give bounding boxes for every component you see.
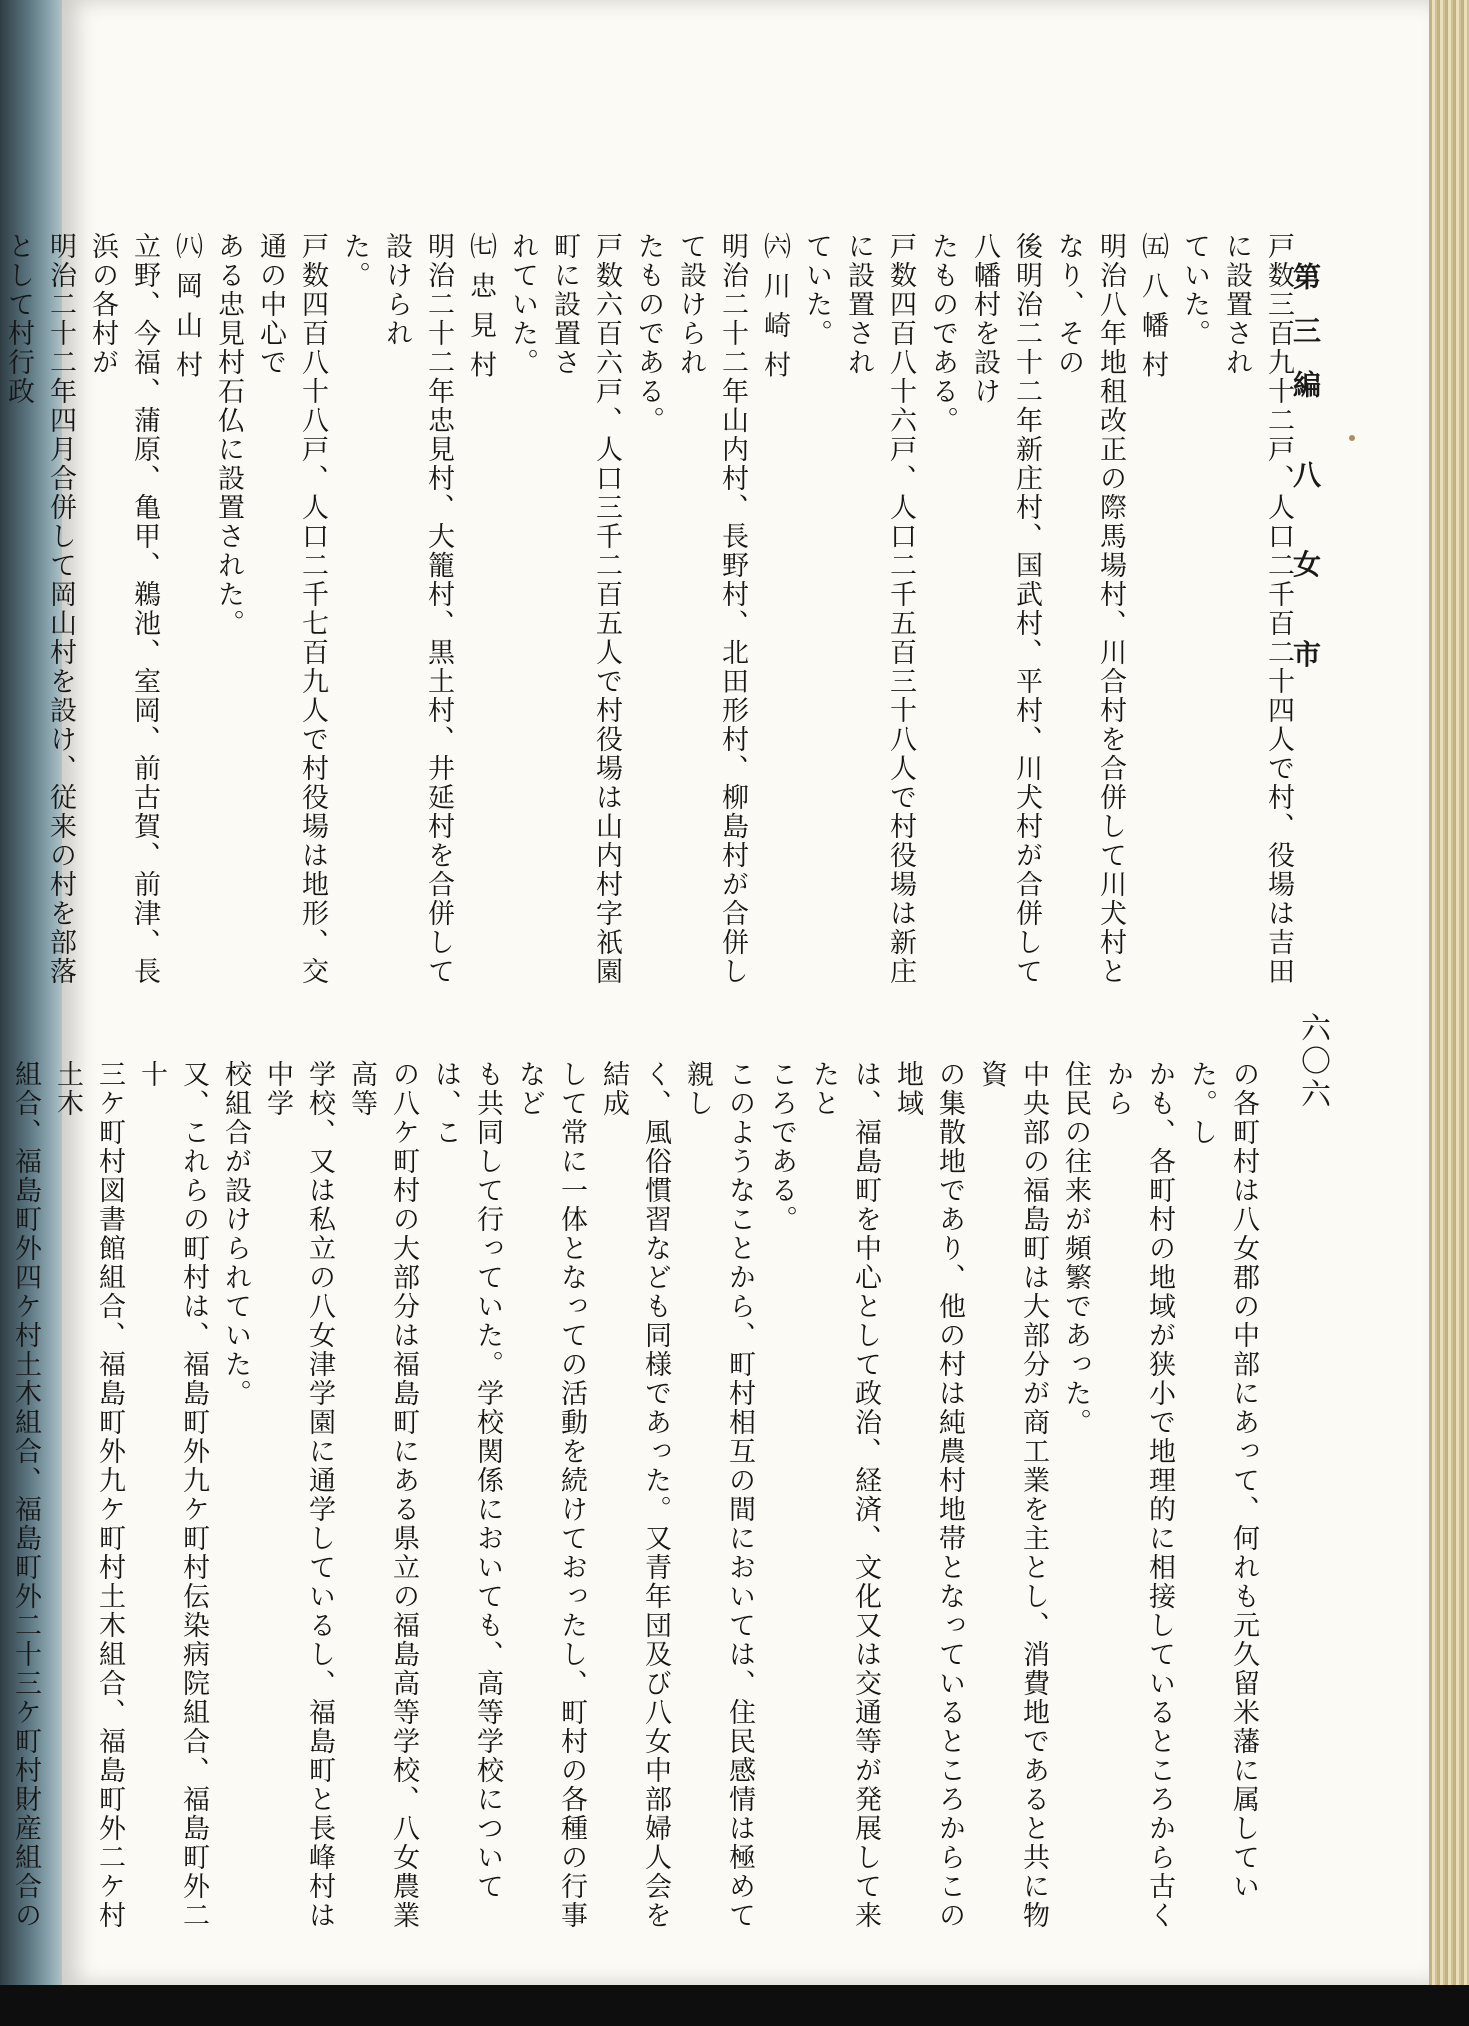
- text-line: たものである。: [927, 232, 958, 435]
- text-line: 明治二十二年四月合併して岡山村を設け、従来の村を部落として村行政: [3, 232, 76, 986]
- text-line: 住民の往来が頻繁であった。: [1060, 1060, 1091, 1437]
- upper-text-block: [0, 232, 1299, 992]
- ink-speck: [1349, 435, 1355, 441]
- text-line: 立野、今福、蒲原、亀甲、鵜池、室岡、前古賀、前津、長浜の各村が: [87, 232, 160, 986]
- bottom-shadow: [0, 1985, 1469, 2026]
- page-edges: [1429, 0, 1469, 1985]
- text-line: ころである。: [766, 1060, 797, 1234]
- text-line: れていた。: [507, 232, 538, 377]
- subsection-heading: ㈧ 岡 山 村: [171, 232, 202, 380]
- text-line: 明治二十二年山内村、長野村、北田形村、柳島村が合併して設けられ: [675, 232, 748, 986]
- text-line: も共同して行っていた。学校関係においても、高等学校については、こ: [430, 1060, 503, 1901]
- subsection-heading: ㈥ 川 崎 村: [759, 232, 790, 380]
- subsection-heading: ㈤ 八 幡 村: [1137, 232, 1168, 380]
- page-number: 六〇六: [1295, 1012, 1330, 1111]
- text-line: ある忠見村石仏に設置された。: [213, 232, 244, 638]
- subsection-heading: ㈦ 忠 見 村: [465, 232, 496, 380]
- text-line: 戸数四百八十八戸、人口二千七百九人で村役場は地形、交通の中心で: [255, 232, 328, 986]
- text-line: の各町村は八女郡の中部にあって、何れも元久留米藩に属していた。し: [1186, 1060, 1259, 1901]
- text-line: の八ケ町村の大部分は福島町にある県立の福島高等学校、八女農業高等: [346, 1060, 419, 1930]
- text-line: このようなことから、町村相互の間においては、住民感情は極めて親し: [682, 1060, 755, 1930]
- text-line: く、風俗慣習なども同様であった。又青年団及び八女中部婦人会を結成: [598, 1060, 671, 1930]
- text-line: 組合、福島町外四ケ村土木組合、福島町外二十三ケ町村財産組合の: [10, 1060, 41, 1930]
- text-line: かも、各町村の地域が狭小で地理的に相接しているところから古くから: [1102, 1060, 1175, 1930]
- text-line: 戸数四百八十六戸、人口二千五百三十八人で村役場は新庄に設置され: [843, 232, 916, 986]
- text-line: 戸数六百六戸、人口三千二百五人で村役場は山内村字祇園町に設置さ: [549, 232, 622, 986]
- text-line: た。: [339, 232, 370, 290]
- text-line: は、福島町を中心として政治、経済、文化又は交通等が発展して来たと: [808, 1060, 881, 1930]
- text-line: たものである。: [633, 232, 664, 435]
- running-header: 第三編 八 女 市: [1289, 262, 1322, 694]
- text-line: 明治八年地租改正の際馬場村、川合村を合併して川犬村となり、その: [1053, 232, 1126, 986]
- text-line: 後明治二十二年新庄村、国武村、平村、川犬村が合併して八幡村を設け: [969, 232, 1042, 986]
- text-line: 校組合が設けられていた。: [220, 1060, 251, 1408]
- text-line: 戸数三百九十二戸、人口二千百二十四人で村、役場は吉田に設置され: [1221, 232, 1294, 986]
- text-line: 学校、又は私立の八女津学園に通学しているし、福島町と長峰村は中学: [262, 1060, 335, 1930]
- text-line: の集散地であり、他の村は純農村地帯となっているところからこの地域: [892, 1060, 965, 1930]
- text-line: 明治二十二年忠見村、大籠村、黒土村、井延村を合併して設けられ: [381, 232, 454, 986]
- text-line: 三ケ町村図書館組合、福島町外九ケ町村土木組合、福島町外二ケ村土木: [52, 1060, 125, 1930]
- lower-text-block: [0, 1060, 1264, 1940]
- text-line: して常に一体となっての活動を続けておったし、町村の各種の行事など: [514, 1060, 587, 1930]
- text-line: 又、これらの町村は、福島町外九ケ町村伝染病院組合、福島町外二十: [136, 1060, 209, 1930]
- text-line: 中央部の福島町は大部分が商工業を主とし、消費地であると共に物資: [976, 1060, 1049, 1930]
- text-line: ていた。: [801, 232, 832, 348]
- text-line: ていた。: [1179, 232, 1210, 348]
